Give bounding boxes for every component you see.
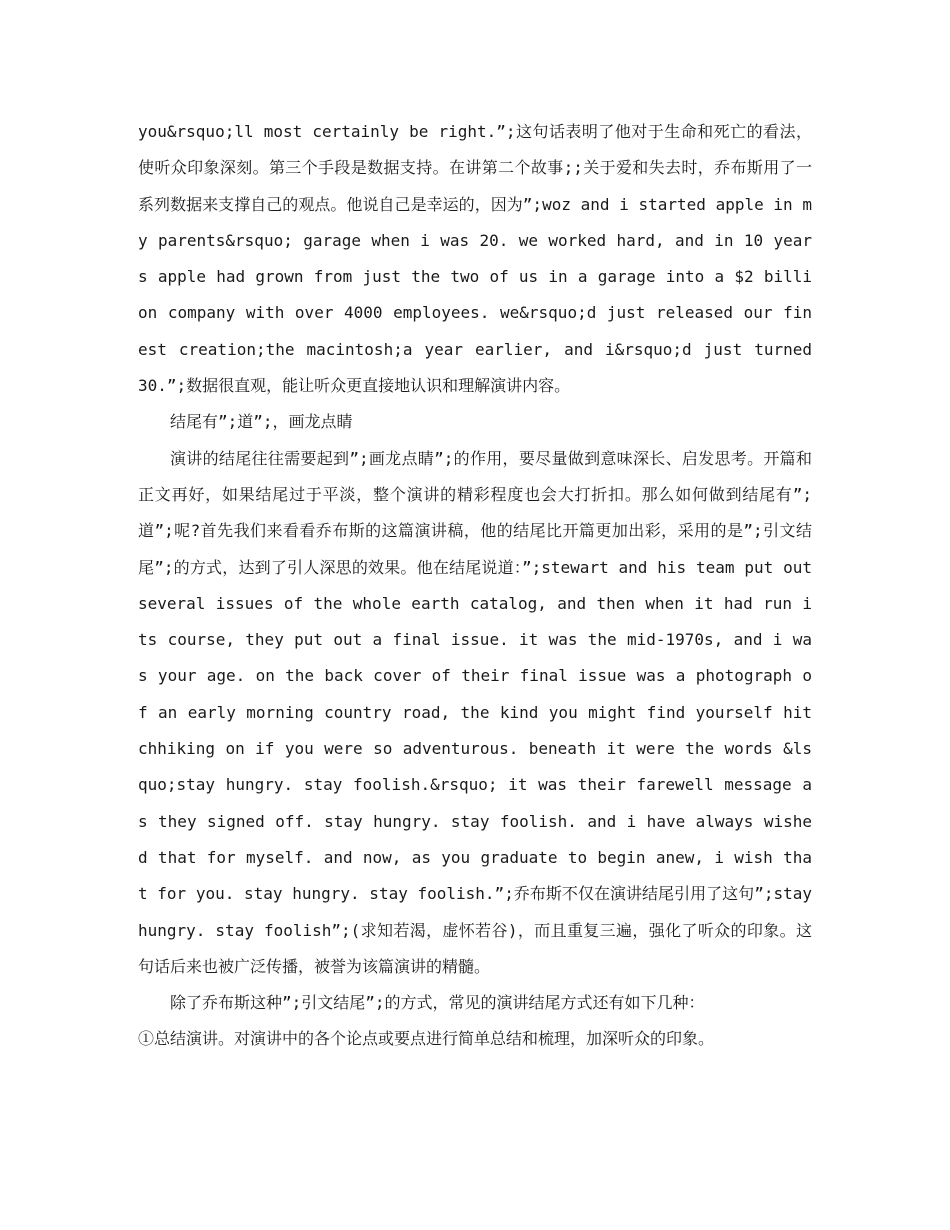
list-item-summary: ①总结演讲。对演讲中的各个论点或要点进行简单总结和梳理，加深听众的印象。 (138, 1029, 715, 1049)
paragraph-data-support: you&rsquo;ll most certainly be right.”;这句话表明了他对于生命和死亡的看法，使听众印象深刻。第三个手段是数据支持。在讲第二个故事;;关于爱和失去时，乔布斯用了一系列数据来支撑自己的观点。他说自己是幸运的，因为”;woz and i started apple in my parents&rsquo; garage when i was 20. we worked hard, and in 10 years apple had grown from just the two of us in a garage into a $2 billion company with over 4000 employees. we&rsquo;d just released our finest creation;the macintosh;a year earlier, and i&rsquo;d just turned 30.”;数据很直观，能让听众更直接地认识和理解演讲内容。 (138, 122, 812, 396)
paragraph-other-endings: 除了乔布斯这种”;引文结尾”;的方式，常见的演讲结尾方式还有如下几种： (170, 993, 705, 1013)
paragraph-ending-quote: 演讲的结尾往往需要起到”;画龙点睛”;的作用，要尽量做到意味深长、启发思考。开篇和正文再好，如果结尾过于平淡，整个演讲的精彩程度也会大打折扣。那么如何做到结尾有”;道”;呢?首先我们来看看乔布斯的这篇演讲稿，他的结尾比开篇更加出彩，采用的是”;引文结尾”;的方式，达到了引人深思的效果。他在结尾说道：”;stewart and his team put out several issues of the whole earth catalog, and then when it had run its course, they put out a final issue. it was the mid-1970s, and i was your age. on the back cover of their final issue was a photograph of an early morning country road, the kind you might find yourself hitchhiking on if you were so adventurous. beneath it were the words &lsquo;stay hungry. stay foolish.&rsquo; it was their farewell message as they signed off. stay hungry. stay foolish. and i have always wished that for myself. and now, as you graduate to begin anew, i wish that for you. stay hungry. stay foolish.”;乔布斯不仅在演讲结尾引用了这句”;stay hungry. stay foolish”;(求知若渴，虚怀若谷)，而且重复三遍，强化了听众的印象。这句话后来也被广泛传播，被誉为该篇演讲的精髓。 (138, 448, 812, 976)
section-heading-ending: 结尾有”;道”;，画龙点睛 (170, 412, 353, 432)
document-body (138, 114, 812, 1058)
